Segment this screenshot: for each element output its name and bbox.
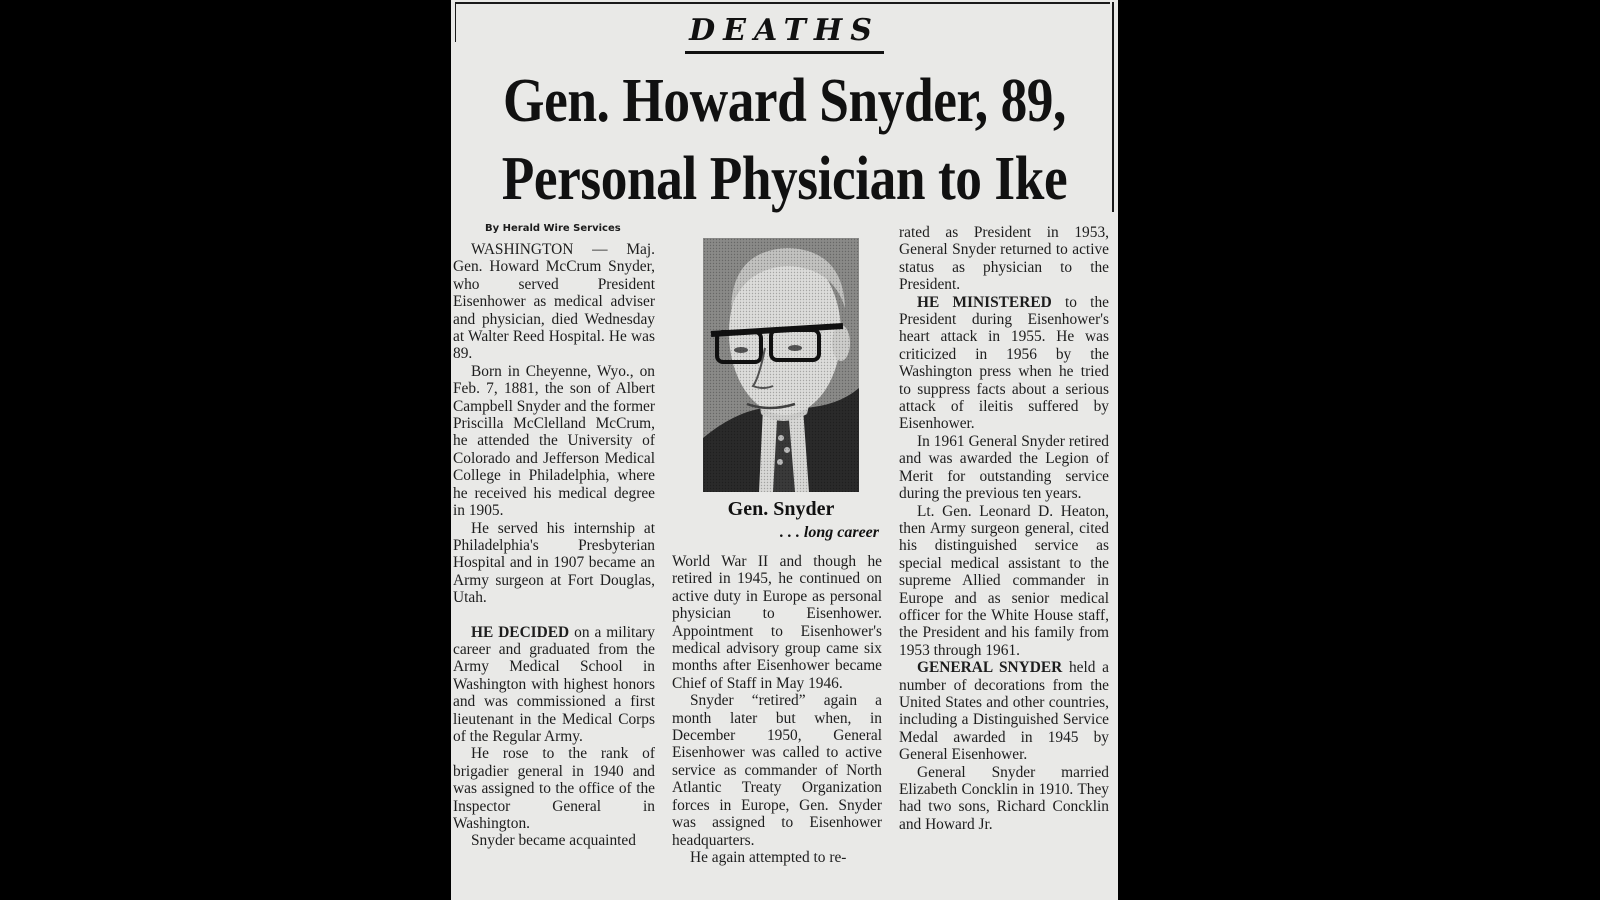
- newspaper-clipping: [451, 0, 1118, 900]
- headline-line-1: Gen. Howard Snyder, 89,: [503, 67, 1066, 135]
- article-column-1: [453, 241, 655, 850]
- paragraph: rated as President in 1953, General Snyder returned to active status as physician to the President.: [899, 224, 1109, 294]
- paragraph: World War II and though he retired in 1945, he continued on active duty in Europe as personal physician to Eisenhower. Appointment to Eisenhower's medical advisory group came six months after Eisenhower became Chief of Staff in May 1946.: [672, 553, 882, 692]
- paragraph-lead: HE DECIDED: [471, 623, 570, 641]
- top-rule: [455, 2, 1110, 4]
- portrait-photo: [703, 238, 859, 492]
- paragraph: He served his internship at Philadelphia's Presbyterian Hospital and in 1907 became an Army surgeon at Fort Douglas, Utah.: [453, 519, 655, 607]
- paragraph: HE MINISTERED to the President during Eisenhower's heart attack in 1955. He was criticized in 1956 by the Washington press when he tried to suppress facts about a serious attack of ileitis suffered by Eisenhower.: [899, 293, 1109, 433]
- headline: [498, 62, 1072, 218]
- article-column-2: [672, 553, 882, 866]
- byline: By Herald Wire Services: [485, 223, 621, 234]
- paragraph: Born in Cheyenne, Wyo., on Feb. 7, 1881, the son of Albert Campbell Snyder and the former Priscilla McClelland McCrum, he attended the University of Colorado and Jefferson Medical College in Philadelphia, where he received his medical degree in 1905.: [453, 362, 655, 520]
- paragraph: He rose to the rank of brigadier general in 1940 and was assigned to the office of the Inspector General in Washington.: [453, 745, 655, 832]
- article-column-3: [899, 224, 1109, 833]
- portrait-image: [703, 238, 859, 492]
- paragraph: Lt. Gen. Leonard D. Heaton, then Army surgeon general, cited his distinguished service as special medical assistant to the supreme Allied commander in Europe and as senior medical officer for the White House staff, the President and his family from 1953 through 1961.: [899, 502, 1109, 659]
- photo-caption-name: Gen. Snyder: [727, 498, 835, 520]
- paragraph: Snyder “retired” again a month later but when, in December 1950, General Eisenhower was called to active service as commander of North Atlantic Treaty Organization forces in Europe, Gen. Snyder was assigned to Eisenhower headquarters.: [672, 692, 882, 849]
- paragraph: GENERAL SNYDER held a number of decorations from the United States and other countries, including a Distinguished Service Medal awarded in 1945 by General Eisenhower.: [899, 659, 1109, 764]
- paragraph: HE DECIDED on a military career and graduated from the Army Medical School in Washington with highest honors and was commissioned a first lieutenant in the Medical Corps of the Regular Army.: [453, 623, 655, 745]
- paragraph: General Snyder married Elizabeth Concklin in 1910. They had two sons, Richard Concklin and Howard Jr.: [899, 763, 1109, 833]
- headline-line-2: Personal Physician to Ike: [501, 145, 1068, 213]
- photo-caption-subtitle: . . . long career: [779, 524, 879, 541]
- paragraph-lead: GENERAL SNYDER: [917, 659, 1063, 677]
- paragraph: WASHINGTON — Maj. Gen. Howard McCrum Snyder, who served President Eisenhower as medical adviser and physician, died Wednesday at Walter Reed Hospital. He was 89.: [453, 241, 655, 363]
- paragraph: He again attempted to re-: [690, 848, 847, 866]
- section-label: [451, 12, 1118, 54]
- paragraph: In 1961 General Snyder retired and was awarded the Legion of Merit for outstanding service during the previous ten years.: [899, 432, 1109, 503]
- paragraph-lead: HE MINISTERED: [917, 293, 1052, 311]
- section-label-text: DEATHS: [685, 12, 884, 54]
- paragraph: Snyder became acquainted: [471, 832, 636, 850]
